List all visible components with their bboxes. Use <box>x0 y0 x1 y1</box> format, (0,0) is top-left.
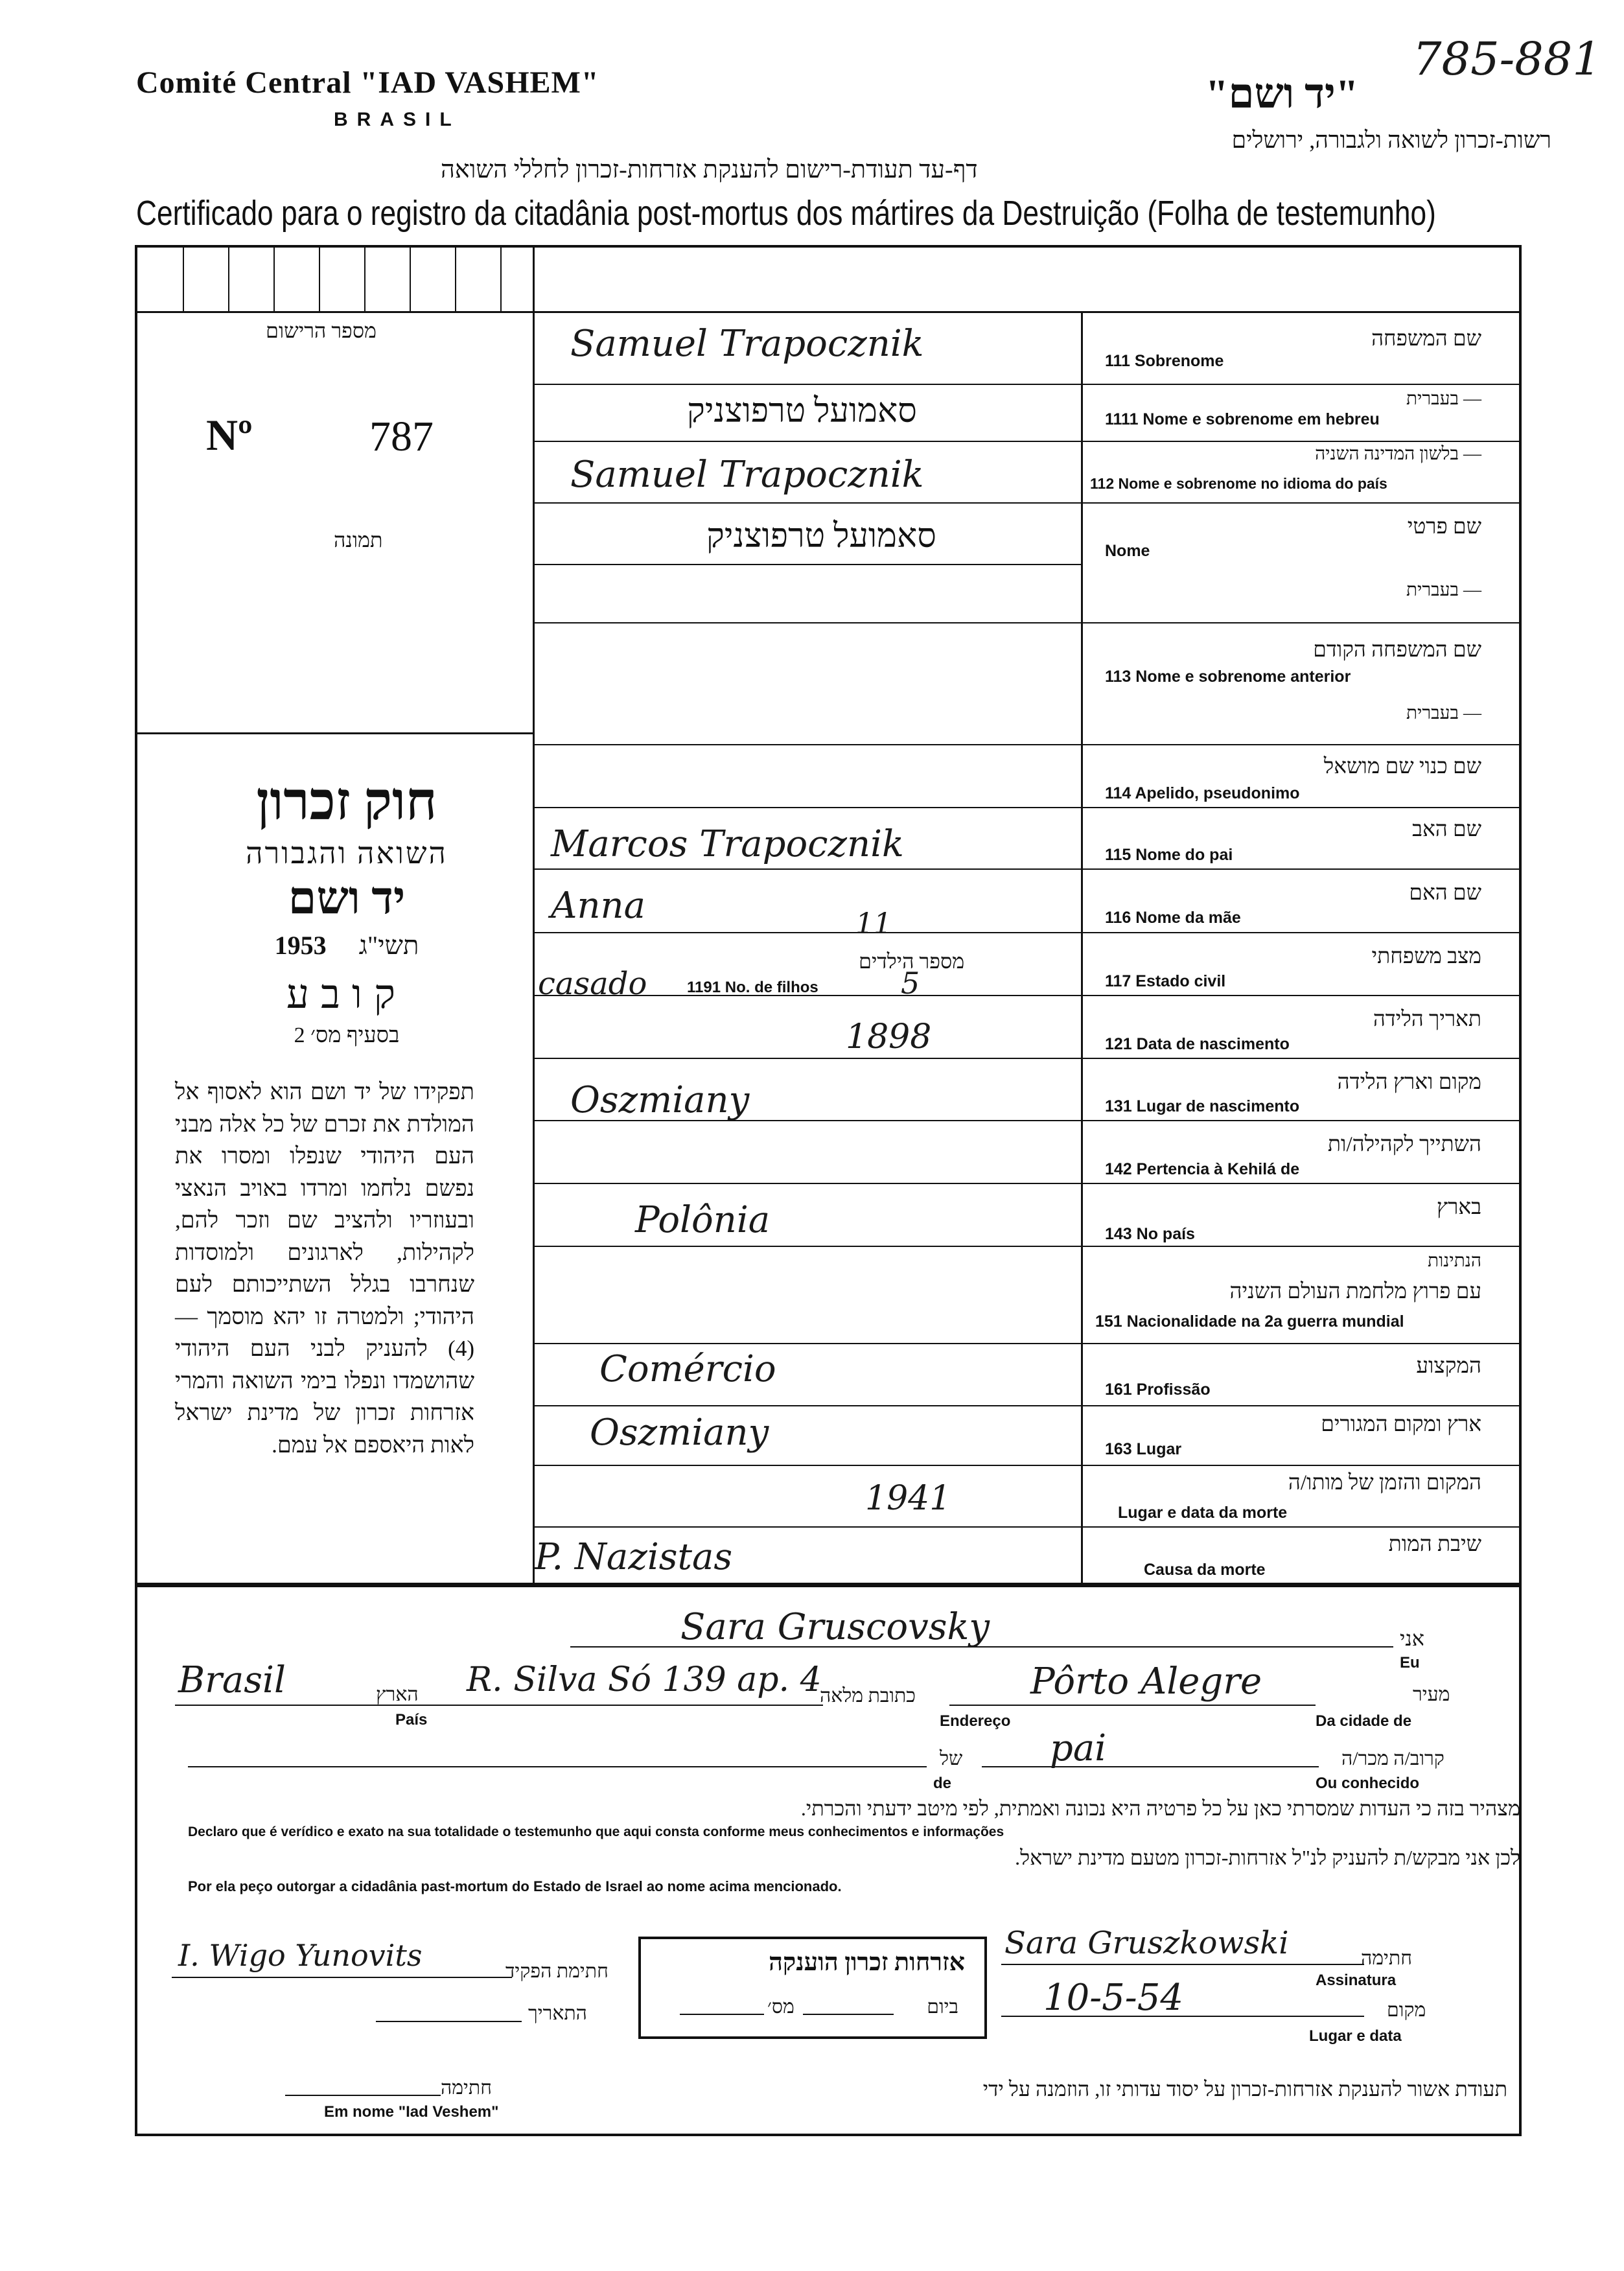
signature-label-pt: Assinatura <box>1316 1972 1397 1989</box>
registration-number-label: מספר הרישום <box>266 319 377 342</box>
field-birth-date-pt: 121 Data de nascimento <box>1105 1035 1290 1053</box>
field-profession-he: המקצוע <box>1416 1355 1481 1378</box>
hebrew-yad-vashem: "יד ושם" <box>1205 71 1359 117</box>
place-label-pt: Lugar e data <box>1309 2027 1402 2045</box>
city-label-pt: Da cidade de <box>1316 1712 1412 1730</box>
field-given-name-he: שם פרטי <box>1407 515 1481 539</box>
field-birth-place-pt: 131 Lugar de nascimento <box>1105 1097 1300 1115</box>
field-nationality-he-top: הנתינות <box>1428 1251 1481 1271</box>
field-kehila-pt: 142 Pertencia à Kehilá de <box>1105 1160 1300 1178</box>
field-hebrew-name-pt: 1111 Nome e sobrenome em hebreu <box>1105 410 1380 428</box>
value-profession: Comércio <box>599 1348 776 1390</box>
city-label-he: מעיר <box>1413 1684 1450 1705</box>
field-surname-he: שם המשפחה <box>1371 327 1481 351</box>
official-date-label: התאריך <box>528 2003 587 2024</box>
law-year-hebrew: תשי"ג <box>358 931 419 960</box>
law-title: חוק זכרון <box>256 772 437 831</box>
value-father: Marcos Trapocznik <box>551 823 904 865</box>
value-country-name: Samuel Trapocznik <box>570 454 924 496</box>
field-given-hebrew-he: בעברית — <box>1406 580 1481 600</box>
law-year-row <box>165 930 528 961</box>
declarant-relation: pai <box>1050 1727 1107 1769</box>
of-label-he: של <box>940 1748 963 1769</box>
field-prev-name-he: שם המשפחה הקודם <box>1313 638 1481 662</box>
field-civil-he: מצב משפחתי <box>1371 945 1481 968</box>
number-prefix: Nº <box>206 410 253 460</box>
field-father-he: שם האב <box>1412 818 1481 841</box>
value-country: Polônia <box>635 1199 771 1241</box>
footer-signature-label: חתימה <box>441 2077 492 2099</box>
field-civil-pt: 117 Estado civil <box>1105 972 1226 990</box>
relation-label-pt: Ou conhecido <box>1316 1775 1420 1792</box>
of-label-pt: de <box>933 1775 952 1792</box>
signature-label-he: חתימה <box>1361 1948 1412 1969</box>
place-label-he: מקום <box>1387 1999 1426 2021</box>
field-death-cause-pt: Causa da morte <box>1144 1561 1266 1579</box>
declarant-city: Pôrto Alegre <box>1030 1660 1262 1703</box>
committee-title: Comité Central "IAD VASHEM" <box>136 65 599 100</box>
value-residence: Oszmiany <box>590 1412 769 1454</box>
field-country-pt: 143 No país <box>1105 1225 1195 1243</box>
citizenship-granted-box <box>638 1937 987 2039</box>
box-title: אזרחות זכרון הוענקה <box>769 1949 965 1976</box>
law-year: 1953 <box>274 931 327 960</box>
declarant-name-label-he: אני <box>1400 1627 1424 1650</box>
field-alias-he: שם כנוי שם מושאל <box>1323 755 1481 778</box>
field-nationality-pt: 151 Nacionalidade na 2a guerra mundial <box>1095 1312 1404 1331</box>
address-label-he: כתובת מלאה <box>820 1685 916 1706</box>
official-signature: I. Wigo Yunovits <box>178 1938 423 1973</box>
field-kehila-he: השתייך לקהילה/ות <box>1327 1133 1481 1156</box>
law-kova: קובע <box>286 973 407 1017</box>
value-death-year: 1941 <box>865 1479 951 1518</box>
registration-digit-boxes <box>137 248 533 312</box>
value-hebrew-name: סאמועל טרפוצניק <box>687 393 917 430</box>
footer-hebrew: תעודת אשור להענקת אזרחות-זכרון על יסוד עדותי זו, הוזמנה על ידי <box>982 2077 1507 2101</box>
law-yad-vashem: יד ושם <box>288 874 406 924</box>
country-label-pt: País <box>395 1711 428 1729</box>
field-father-pt: 115 Nome do pai <box>1105 846 1233 864</box>
handwritten-reference-number: 785-881 <box>1413 32 1601 86</box>
signature-date: 10-5-54 <box>1043 1977 1183 2019</box>
hebrew-form-title: דף-עד תעודת-רישום להענקת אזרחות-זכרון לחללי השואה <box>441 156 978 183</box>
relation-label-he: קרוב/ה מכר/ה <box>1341 1748 1444 1769</box>
field-prev-hebrew-he: בעברית — <box>1406 703 1481 723</box>
children-label-pt: 1191 No. de filhos <box>687 979 818 996</box>
field-death-place-pt: Lugar e data da morte <box>1118 1504 1288 1522</box>
field-alias-pt: 114 Apelido, pseudonimo <box>1105 784 1300 802</box>
field-surname-pt: 111 Sobrenome <box>1105 352 1224 370</box>
declarant-name-label-pt: Eu <box>1400 1654 1420 1671</box>
field-country-he: בארץ <box>1436 1196 1481 1219</box>
country-label-he: הארץ <box>376 1684 419 1705</box>
request-portuguese: Por ela peço outorgar a cidadânia past-mortum do Estado de Israel ao nome acima mencionado. <box>188 1878 842 1894</box>
value-death-cause: P. Nazistas <box>535 1536 733 1578</box>
field-given-name-pt: Nome <box>1105 542 1150 560</box>
field-residence-he: ארץ ומקום המגורים <box>1321 1413 1481 1436</box>
value-surname: Samuel Trapocznik <box>570 323 924 365</box>
law-text: תפקידו של יד ושם הוא לאסוף אל המולדת את זכרם של כל אלה מבני העם היהודי שנפלו ומסרו את נפשם נלחמו ומרדו באויב הנאצי ובעוזריו ולהציב שם וזכר להם, לקהילות, לארגונים ולמוסדות שנחרבו בגלל השתייכותם לעם היהודי; ולמטרה זו יהא מוסמך — (4) להעניק לבני העם היהודי שהושמדו ונפלו בימי השואה והמרי אזרחות זכרון של מדינת ישראל לאות היאספם אל עמם. <box>175 1079 474 1458</box>
box-day-label: ביום <box>927 1996 958 2018</box>
field-death-cause-he: שיבת המות <box>1388 1533 1481 1556</box>
law-block <box>165 771 528 1048</box>
field-mother-he: שם האם <box>1409 881 1481 905</box>
field-profession-pt: 161 Profissão <box>1105 1380 1211 1399</box>
law-subtitle: השואה והגבורה <box>246 837 448 870</box>
children-label-he: מספר הילדים <box>859 949 965 973</box>
value-given-hebrew: סאמועל טרפוצניק <box>706 518 936 555</box>
value-birth-place: Oszmiany <box>570 1079 750 1121</box>
field-death-place-he: המקום והזמן של מותו/ה <box>1288 1471 1481 1495</box>
hebrew-authority-line: רשות-זכרון לשואה ולגבורה, ירושלים <box>1231 127 1551 153</box>
children-value: 5 <box>901 966 920 1001</box>
field-country-name-pt: 112 Nome e sobrenome no idioma do país <box>1090 475 1387 492</box>
committee-country: BRASIL <box>334 109 461 130</box>
registration-number: 787 <box>369 413 434 460</box>
declaration-portuguese: Declaro que é verídico e exato na sua totalidade o testemunho que aqui consta conforme meus conhecimentos e informações <box>188 1824 1004 1839</box>
value-birth-date: 1898 <box>846 1018 932 1056</box>
value-mother-ditto: 11 <box>855 907 892 940</box>
box-number-label: מס׳ <box>767 1996 795 2018</box>
law-paragraph: בסעיף מס׳ 2 <box>294 1023 400 1047</box>
certificate-title: Certificado para o registro da citadânia post-mortus dos mártires da Destruição (Folha de testemunho) <box>136 194 1436 233</box>
declaration-hebrew: מצהיר בזה כי העדות שמסרתי כאן על כל פרטיה היא נכונה ואמתית, לפי מיטב ידעתי והכרתי. <box>800 1797 1520 1820</box>
declarant-signature: Sara Gruszkowski <box>1004 1925 1289 1961</box>
field-prev-name-pt: 113 Nome e sobrenome anterior <box>1105 668 1351 686</box>
request-hebrew: לכן אני מבקש/ת להעניק לנ"ל אזרחות-זכרון מטעם מדינת ישראל. <box>1015 1846 1520 1869</box>
field-hebrew-name-he: בעברית — <box>1406 389 1481 409</box>
field-country-name-he: בלשון המדינה השניה — <box>1315 444 1481 464</box>
footer-portuguese: Em nome "Iad Veshem" <box>324 2103 499 2121</box>
field-residence-pt: 163 Lugar <box>1105 1440 1182 1458</box>
field-mother-pt: 116 Nome da mãe <box>1105 909 1241 927</box>
address-label-pt: Endereço <box>940 1712 1011 1730</box>
field-birth-date-he: תאריך הלידה <box>1373 1008 1481 1031</box>
declarant-country: Brasil <box>178 1659 286 1701</box>
value-civil-status: casado <box>538 966 647 1002</box>
value-mother: Anna <box>551 885 645 927</box>
field-birth-place-he: מקום וארץ הלידה <box>1337 1071 1481 1094</box>
declarant-address: R. Silva Só 139 ap. 4 <box>467 1660 822 1699</box>
photo-label: תמונה <box>334 528 383 552</box>
official-signature-label: חתימת הפקיד <box>505 1961 609 1982</box>
declarant-name: Sara Gruscovsky <box>680 1606 990 1648</box>
field-nationality-he: עם פרוץ מלחמת העולם השניה <box>1229 1280 1481 1303</box>
